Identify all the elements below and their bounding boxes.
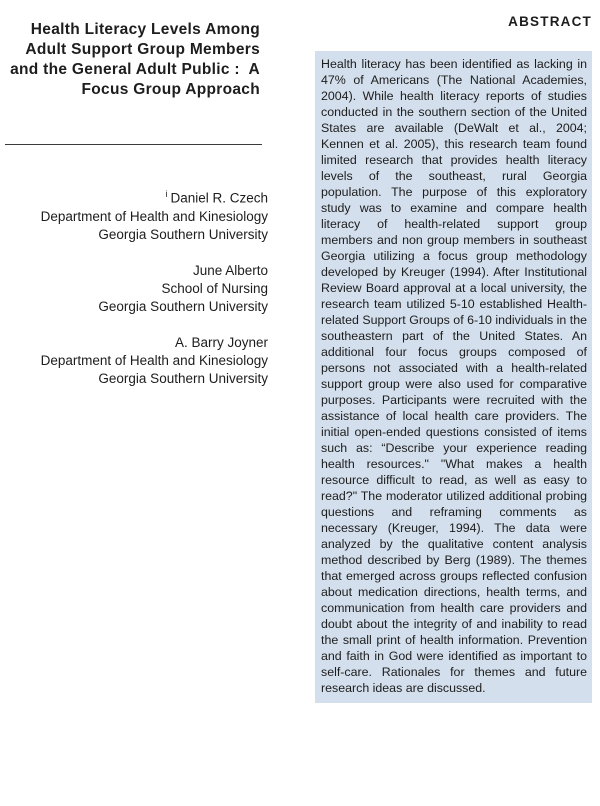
author-university: Georgia Southern University <box>98 370 268 386</box>
author-name <box>0 185 268 208</box>
abstract-column <box>315 14 592 703</box>
author-name <box>0 334 268 352</box>
author-block <box>0 185 268 244</box>
author-university: Georgia Southern University <box>98 298 268 314</box>
author-department: Department of Health and Kinesiology <box>40 208 268 224</box>
author-department: School of Nursing <box>161 280 268 296</box>
abstract-heading: ABSTRACT <box>508 14 592 29</box>
paper-title <box>0 20 260 100</box>
author-block <box>0 334 268 388</box>
title-line: Adult Support Group Members <box>25 41 260 58</box>
footnote-marker: i <box>165 189 168 199</box>
author-list <box>0 185 268 406</box>
author-name-text: Daniel R. Czech <box>170 190 268 206</box>
title-line: and the General Adult Public : A <box>10 61 260 78</box>
author-name-text: A. Barry Joyner <box>174 334 268 350</box>
author-block <box>0 262 268 316</box>
title-line: Health Literacy Levels Among <box>30 21 260 38</box>
author-name <box>0 262 268 280</box>
author-university: Georgia Southern University <box>98 226 268 242</box>
title-line: Focus Group Approach <box>81 81 260 98</box>
author-department: Department of Health and Kinesiology <box>40 352 268 368</box>
abstract-text: Health literacy has been identified as lacking in 47% of Americans (The National Academies, 2004). While health literacy reports of studies conducted in the southern section of the United States are available (DeWalt et al., 2004; Kennen et al. 2005), this research team found limited research that provides health literacy levels of the southeast, rural Georgia population. The purpose of this exploratory study was to examine and compare health literacy of health-related support group members and non group members in southeast Georgia utilizing a focus group methodology developed by Kreuger (1994). After Institutional Review Board approval at a local university, the research team utilized 5-10 established Health-related Support Groups of 6-10 individuals in the southeastern part of the United States. An additional four focus groups composed of persons not associated with a health-related support group were also used for comparative purposes. Participants were recruited with the assistance of local health care providers. The initial open-ended questions consisted of items such as: “Describe your experience reading health resources." "What makes a health resource difficult to read, as well as easy to read?" The moderator utilized additional probing questions and reframing comments as necessary (Kreuger, 1994). The data were analyzed by the qualitative content analysis method described by Berg (1989). The themes that emerged across groups reflected confusion about medication directions, health terms, and communication from health care providers and doubt about the integrity of and inability to read the small print of health information. Prevention and faith in God were identified as important to self-care. Rationales for themes and future research ideas are discussed. <box>315 51 592 703</box>
footnote-separator-line <box>5 144 262 145</box>
author-name-text: June Alberto <box>192 262 268 278</box>
